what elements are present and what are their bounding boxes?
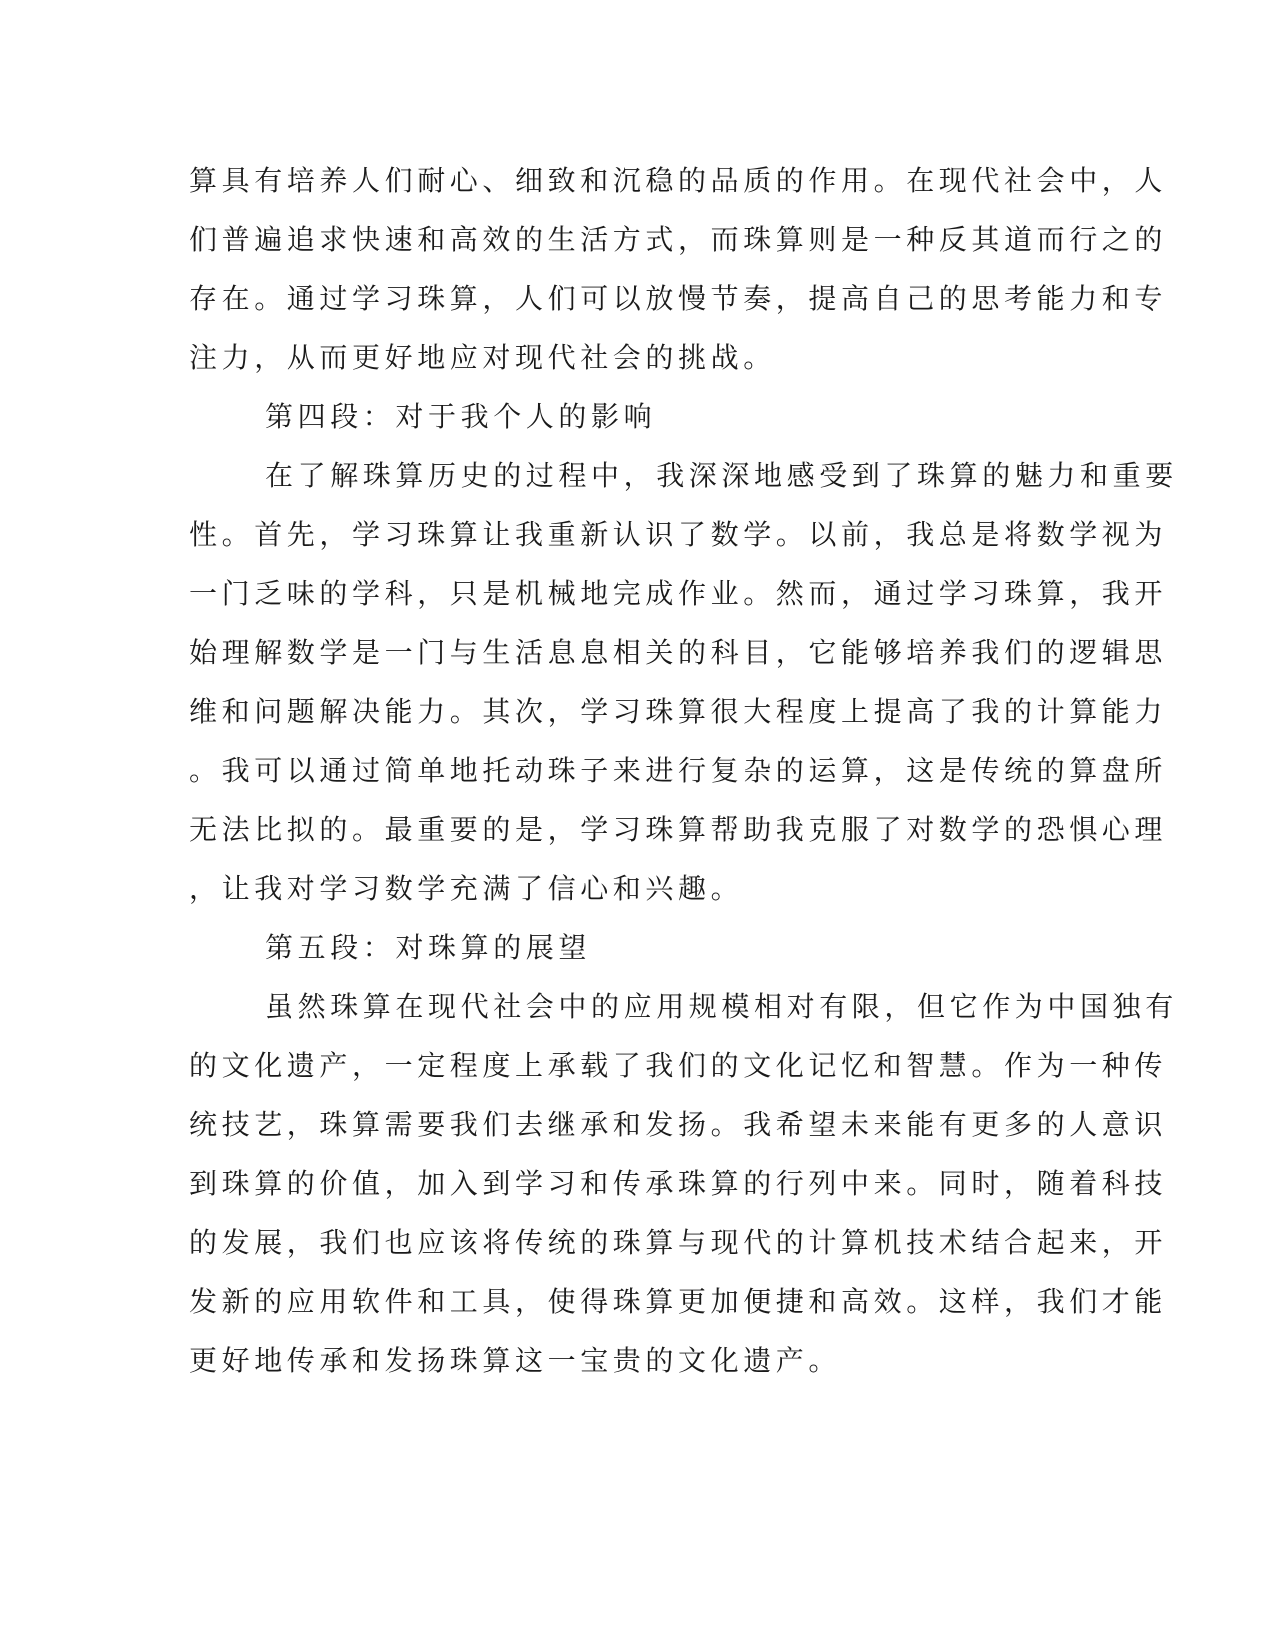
text-line: 们普遍追求快速和高效的生活方式，而珠算则是一种反其道而行之的 bbox=[189, 223, 1168, 256]
text-line: 注力，从而更好地应对现代社会的挑战。 bbox=[189, 341, 776, 374]
text-line: 。我可以通过简单地托动珠子来进行复杂的运算，这是传统的算盘所 bbox=[189, 754, 1168, 787]
text-line: 的发展，我们也应该将传统的珠算与现代的计算机技术结合起来，开 bbox=[189, 1226, 1168, 1259]
section-heading: 第四段：对于我个人的影响 bbox=[265, 400, 657, 433]
text-line: 在了解珠算历史的过程中，我深深地感受到了珠算的魅力和重要 bbox=[265, 459, 1178, 492]
text-line: ，让我对学习数学充满了信心和兴趣。 bbox=[189, 872, 744, 905]
text-line: 一门乏味的学科，只是机械地完成作业。然而，通过学习珠算，我开 bbox=[189, 577, 1168, 610]
text-line: 发新的应用软件和工具，使得珠算更加便捷和高效。这样，我们才能 bbox=[189, 1285, 1168, 1318]
text-line: 虽然珠算在现代社会中的应用规模相对有限，但它作为中国独有 bbox=[265, 990, 1178, 1023]
text-line: 到珠算的价值，加入到学习和传承珠算的行列中来。同时，随着科技 bbox=[189, 1167, 1168, 1200]
section-heading: 第五段：对珠算的展望 bbox=[265, 931, 592, 964]
text-line: 更好地传承和发扬珠算这一宝贵的文化遗产。 bbox=[189, 1344, 842, 1377]
text-line: 存在。通过学习珠算，人们可以放慢节奏，提高自己的思考能力和专 bbox=[189, 282, 1168, 315]
text-line: 性。首先，学习珠算让我重新认识了数学。以前，我总是将数学视为 bbox=[189, 518, 1168, 551]
text-line: 的文化遗产，一定程度上承载了我们的文化记忆和智慧。作为一种传 bbox=[189, 1049, 1168, 1082]
text-line: 始理解数学是一门与生活息息相关的科目，它能够培养我们的逻辑思 bbox=[189, 636, 1168, 669]
text-line: 算具有培养人们耐心、细致和沉稳的品质的作用。在现代社会中，人 bbox=[189, 164, 1168, 197]
text-line: 无法比拟的。最重要的是，学习珠算帮助我克服了对数学的恐惧心理 bbox=[189, 813, 1168, 846]
text-line: 统技艺，珠算需要我们去继承和发扬。我希望未来能有更多的人意识 bbox=[189, 1108, 1168, 1141]
text-line: 维和问题解决能力。其次，学习珠算很大程度上提高了我的计算能力 bbox=[189, 695, 1168, 728]
